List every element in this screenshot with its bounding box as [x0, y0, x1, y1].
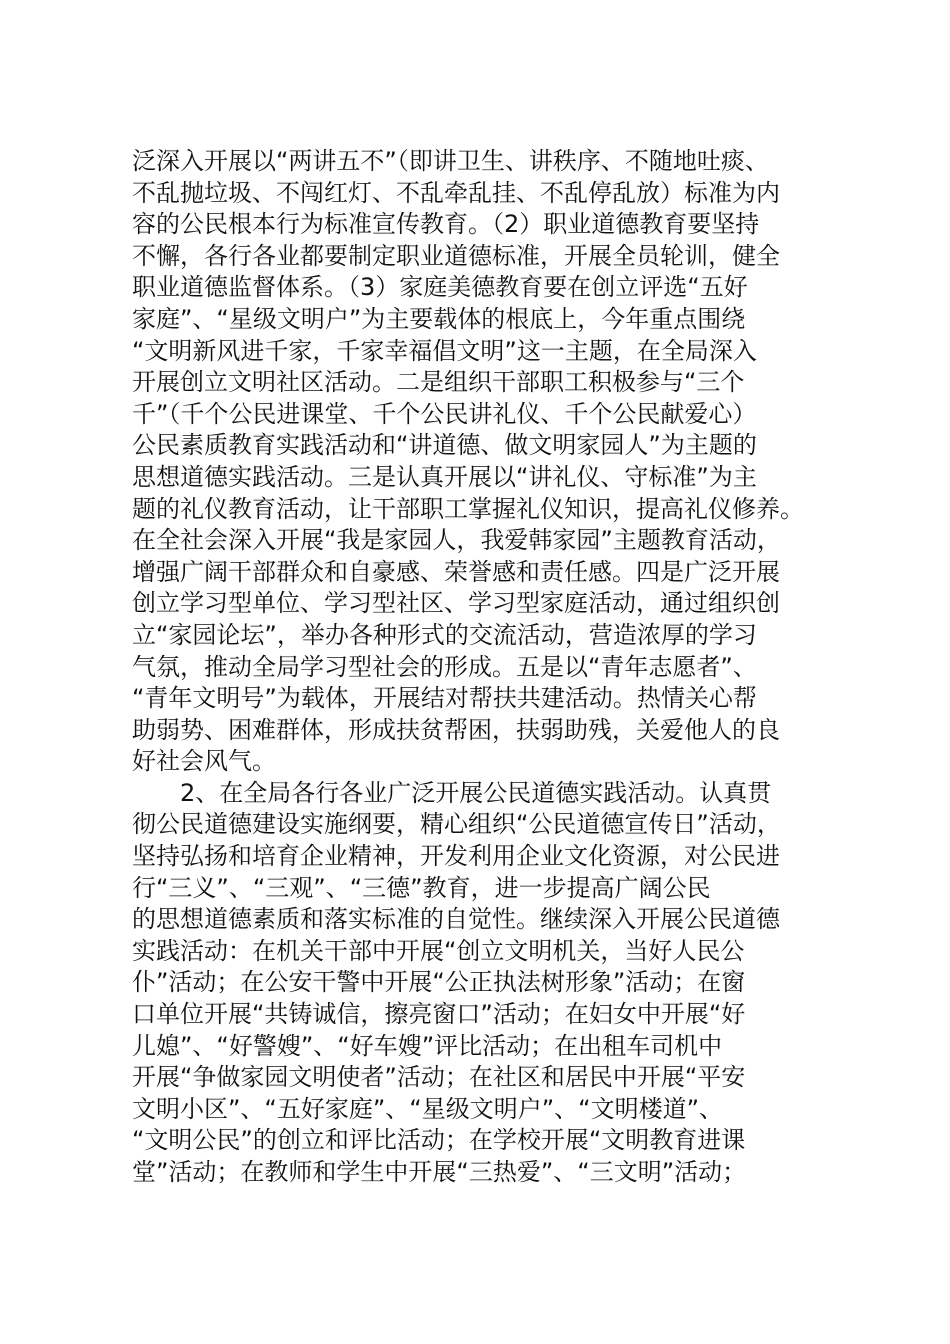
text-line: 思想道德实践活动。三是认真开展以“讲礼仪、守标准”为主 [132, 462, 757, 491]
text-line: 泛深入开展以“两讲五不”（即讲卫生、讲秩序、不随地吐痰、 [132, 147, 769, 175]
text-line: 不懈，各行各业都要制定职业道德标准，开展全员轮训，健全 [132, 241, 780, 270]
text-line: 气氛，推动全局学习型社会的形成。五是以“青年志愿者”、 [132, 652, 757, 681]
text-line: 儿媳”、“好警嫂”、“好车嫂”评比活动；在出租车司机中 [132, 1031, 723, 1060]
text-line: 好社会风气。 [132, 747, 276, 776]
text-line: 增强广阔干部群众和自豪感、荣誉感和责任感。四是广泛开展 [132, 557, 780, 586]
text-line: 题的礼仪教育活动，让干部职工掌握礼仪知识，提高礼仪修养。 [132, 494, 804, 523]
text-line: 家庭”、“星级文明户”为主要载体的根底上，今年重点围绕 [132, 304, 746, 333]
text-line: 口单位开展“共铸诚信，擦亮窗口”活动；在妇女中开展“好 [132, 1000, 746, 1029]
text-line: 千”（千个公民进课堂、千个公民讲礼仪、千个公民献爱心） [132, 399, 757, 428]
text-line: 创立学习型单位、学习型社区、学习型家庭活动，通过组织创 [132, 589, 780, 618]
text-line: 2、在全局各行各业广泛开展公民道德实践活动。认真贯 [132, 778, 772, 807]
body-text [132, 146, 832, 1189]
text-line: 行“三义”、“三观”、“三德”教育，进一步提高广阔公民 [132, 873, 711, 902]
text-line: 职业道德监督体系。（3）家庭美德教育要在创立评选“五好 [132, 273, 748, 302]
text-line: 实践活动：在机关干部中开展“创立文明机关，当好人民公 [132, 936, 745, 965]
text-line: 堂”活动；在教师和学生中开展“三热爱”、“三文明”活动； [132, 1158, 747, 1186]
text-line: 彻公民道德建设实施纲要，精心组织“公民道德宣传日”活动， [132, 810, 781, 839]
text-line: 不乱抛垃圾、不闯红灯、不乱牵乱挂、不乱停乱放）标准为内 [132, 178, 780, 207]
text-line: 开展创立文明社区活动。二是组织干部职工积极参与“三个 [132, 368, 745, 397]
text-line: 立“家园论坛”，举办各种形式的交流活动，营造浓厚的学习 [132, 620, 757, 649]
text-line: 公民素质教育实践活动和“讲道德、做文明家园人”为主题的 [132, 431, 757, 460]
text-line: 坚持弘扬和培育企业精神，开发利用企业文化资源，对公民进 [132, 842, 780, 871]
text-line: 助弱势、困难群体，形成扶贫帮困，扶弱助残，关爱他人的良 [132, 715, 780, 744]
text-line: 容的公民根本行为标准宣传教育。（2）职业道德教育要坚持 [132, 210, 760, 239]
text-line: 文明小区”、“五好家庭”、“星级文明户”、“文明楼道”、 [132, 1094, 724, 1123]
text-line: 开展“争做家园文明使者”活动；在社区和居民中开展“平安 [132, 1063, 746, 1092]
text-line: 的思想道德素质和落实标准的自觉性。继续深入开展公民道德 [132, 905, 780, 934]
text-line: “青年文明号”为载体，开展结对帮扶共建活动。热情关心帮 [132, 684, 757, 713]
text-line: “文明新风进千家，千家幸福倡文明”这一主题，在全局深入 [132, 336, 757, 365]
text-line: 在全社会深入开展“我是家园人，我爱韩家园”主题教育活动， [132, 526, 781, 555]
text-line: “文明公民”的创立和评比活动；在学校开展“文明教育进课 [132, 1126, 746, 1155]
text-line: 仆”活动；在公安干警中开展“公正执法树形象”活动；在窗 [132, 968, 746, 997]
